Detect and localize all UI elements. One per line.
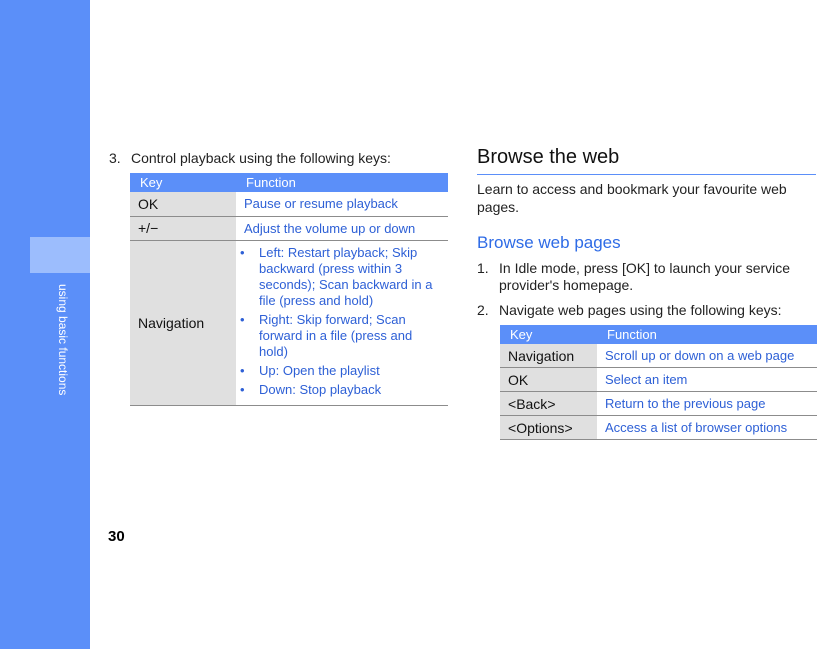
key-bracket-close: > [564, 419, 573, 436]
key-cell: OK [500, 368, 597, 392]
list-item [236, 312, 444, 360]
subsection-title: Browse web pages [477, 233, 621, 252]
header-function: Function [597, 325, 817, 344]
header-function: Function [236, 173, 448, 192]
intro-paragraph: Learn to access and bookmark your favourite web pages. [477, 181, 787, 215]
list-item [236, 245, 444, 309]
table-row [130, 216, 448, 240]
bullet-icon: • [240, 362, 245, 378]
list-item [236, 363, 444, 379]
playback-keys-table [130, 173, 448, 406]
function-cell: Scroll up or down on a web page [597, 344, 817, 368]
function-cell: Select an item [597, 368, 817, 392]
table-row [130, 192, 448, 216]
list-item-text: Right: Skip forward; Scan forward in a file (press and hold) [259, 311, 413, 359]
table-row [500, 416, 817, 440]
step-3 [109, 150, 449, 166]
key-cell [500, 392, 597, 416]
sidebar-tab [30, 237, 90, 273]
key-cell [500, 416, 597, 440]
key-cell: +/− [130, 216, 236, 240]
key-name: Options [516, 419, 565, 436]
sidebar [0, 0, 90, 649]
key-cell: Navigation [500, 344, 597, 368]
page-number: 30 [108, 528, 125, 545]
key-cell: OK [130, 192, 236, 216]
table-row [500, 368, 817, 392]
table-row [130, 240, 448, 405]
step-2 [477, 302, 812, 319]
key-cell: Navigation [130, 240, 236, 405]
bullet-icon: • [240, 244, 245, 260]
step-text: Navigate web pages using the following keys: [499, 302, 782, 318]
step-text: Control playback using the following keys: [131, 150, 391, 166]
header-key: Key [500, 325, 597, 344]
table-header-row [130, 173, 448, 192]
step-number: 1. [477, 260, 489, 276]
function-cell [236, 240, 448, 405]
step-text-pre: In Idle mode, press [ [499, 260, 626, 276]
list-item-text: Up: Open the playlist [259, 362, 380, 378]
function-cell: Adjust the volume up or down [236, 216, 448, 240]
list-item [236, 382, 444, 398]
function-cell: Return to the previous page [597, 392, 817, 416]
bullet-icon: • [240, 381, 245, 397]
step-text-post: ] to launch your service provider's homepage. [499, 260, 791, 293]
step-1 [477, 260, 812, 294]
key-name: OK [625, 260, 647, 276]
function-cell: Pause or resume playback [236, 192, 448, 216]
sidebar-section-label: using basic functions [56, 284, 70, 396]
bullet-icon: • [240, 311, 245, 327]
browser-keys-table [500, 325, 817, 440]
key-bracket-open: < [508, 419, 517, 436]
section-title: Browse the web [477, 146, 816, 175]
key-name: Back [516, 395, 548, 412]
table-row [500, 344, 817, 368]
step-text [477, 260, 812, 294]
table-row [500, 392, 817, 416]
list-item-text: Left: Restart playback; Skip backward (press within 3 seconds); Scan backward in a file (press and hold) [259, 244, 433, 308]
step-number: 2. [477, 302, 489, 318]
table-header-row [500, 325, 817, 344]
header-key: Key [130, 173, 236, 192]
function-cell: Access a list of browser options [597, 416, 817, 440]
step-number: 3. [109, 150, 121, 166]
key-bracket-close: > [547, 395, 556, 412]
key-bracket-open: < [508, 395, 517, 412]
list-item-text: Down: Stop playback [259, 381, 382, 397]
navigation-function-list [236, 241, 448, 405]
